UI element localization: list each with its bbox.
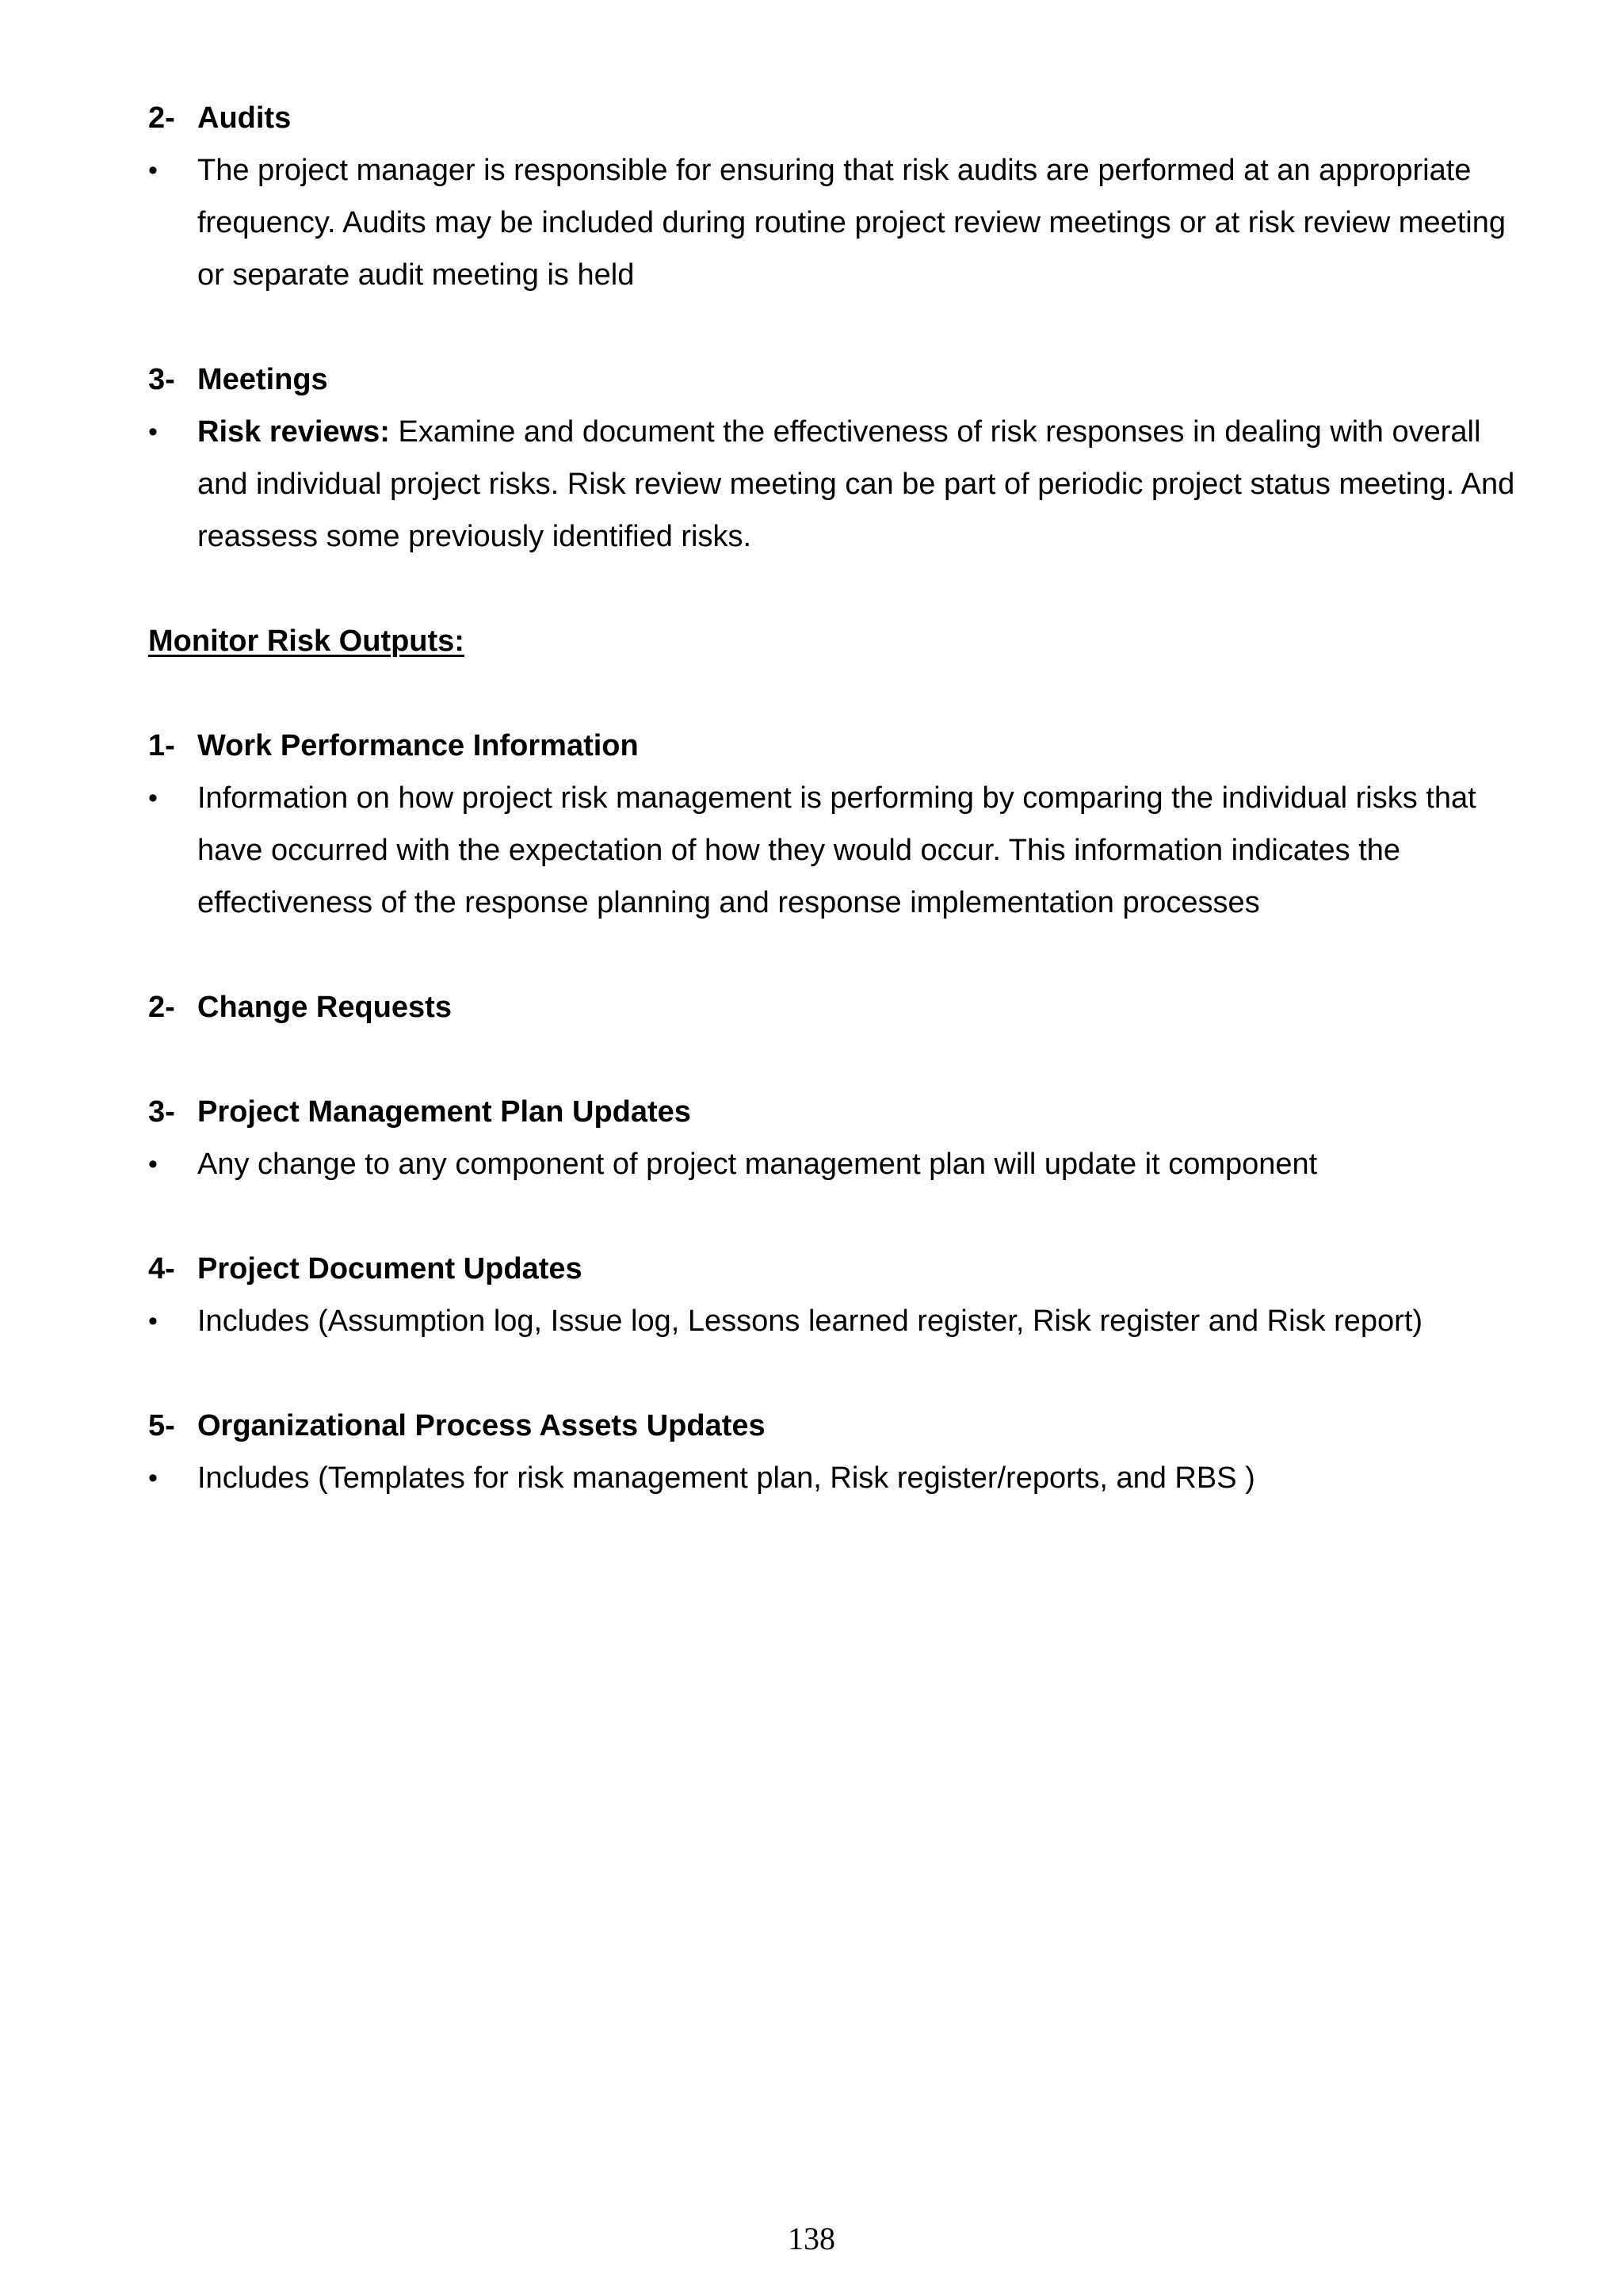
outputs-heading: Monitor Risk Outputs: [148, 625, 464, 658]
section-number: 3- [148, 363, 175, 396]
section-number: 4- [148, 1252, 175, 1286]
section-title: Change Requests [197, 991, 452, 1024]
section-heading [148, 720, 1527, 772]
bullet-text: Any change to any component of project management plan will update it component [197, 1148, 1318, 1181]
bullet-icon: • [148, 1306, 158, 1336]
section-title: Project Document Updates [197, 1252, 582, 1286]
section-heading [148, 981, 1527, 1033]
bullet-icon: • [148, 783, 158, 813]
section-number: 3- [148, 1095, 175, 1129]
bullet-text [197, 406, 1527, 563]
section-number: 2- [148, 991, 175, 1024]
section-project-document-updates [148, 1243, 1527, 1347]
section-meetings [148, 353, 1527, 563]
document-page [148, 92, 1527, 1557]
outputs-heading-block [148, 615, 1527, 667]
section-title: Work Performance Information [197, 729, 639, 762]
section-heading [148, 1400, 1527, 1452]
section-organizational-process-assets-updates [148, 1400, 1527, 1504]
bullet-item [148, 1295, 1527, 1347]
section-heading [148, 1243, 1527, 1295]
section-title: Meetings [197, 363, 328, 396]
bullet-item [148, 1138, 1527, 1190]
bullet-lead: Risk reviews: [197, 415, 390, 449]
bullet-item [148, 406, 1527, 563]
bullet-item [148, 772, 1527, 929]
bullet-text: The project manager is responsible for ensuring that risk audits are performed at an appropriate frequency. Audits may be included during routine project review meetings or at risk review meeting or separate audit meeting is held [197, 154, 1506, 292]
page-number: 138 [788, 2221, 835, 2256]
section-heading [148, 1086, 1527, 1138]
bullet-icon: • [148, 1463, 158, 1493]
section-number: 5- [148, 1409, 175, 1442]
bullet-text: Information on how project risk management is performing by comparing the individual risks that have occurred with the expectation of how they would occur. This information indicates the effectiveness of the response planning and response implementation processes [197, 781, 1476, 919]
section-title: Audits [197, 101, 292, 135]
section-heading [148, 92, 1527, 144]
section-title: Project Management Plan Updates [197, 1095, 691, 1129]
section-project-management-plan-updates [148, 1086, 1527, 1190]
section-number: 1- [148, 729, 175, 762]
bullet-text: Includes (Templates for risk management plan, Risk register/reports, and RBS ) [197, 1461, 1255, 1495]
section-number: 2- [148, 101, 175, 135]
section-change-requests [148, 981, 1527, 1033]
bullet-text: Includes (Assumption log, Issue log, Lessons learned register, Risk register and Risk report) [197, 1305, 1423, 1338]
bullet-icon: • [148, 1149, 158, 1179]
bullet-icon: • [148, 417, 158, 447]
section-audits [148, 92, 1527, 301]
bullet-icon: • [148, 155, 158, 185]
section-title: Organizational Process Assets Updates [197, 1409, 766, 1442]
section-heading [148, 353, 1527, 406]
bullet-item [148, 144, 1527, 301]
bullet-body: Examine and document the effectiveness of risk responses in dealing with overall and individual project risks. Risk review meeting can be part of periodic project status meeting. And reassess some previously identified risks. [197, 415, 1515, 553]
section-work-performance-information [148, 720, 1527, 929]
bullet-item [148, 1452, 1527, 1504]
